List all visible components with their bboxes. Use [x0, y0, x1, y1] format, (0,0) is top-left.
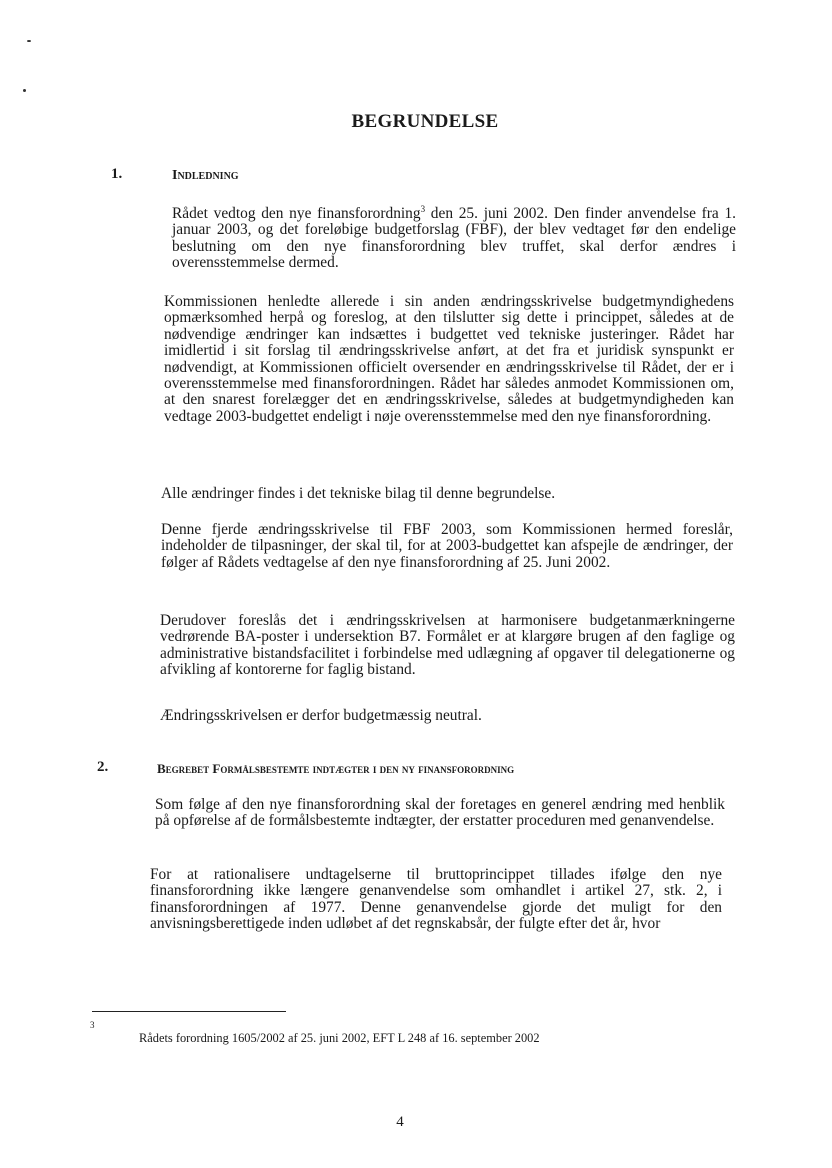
scan-speck [23, 89, 26, 92]
paragraph [172, 203, 736, 272]
paragraph: Ændringsskrivelsen er derfor budgetmæssig neutral. [160, 707, 482, 724]
section-title: Indledning [172, 168, 239, 183]
paragraph: Som følge af den nye finansforordning skal der foretages en generel ændring med henblik på opførelse af de formålsbestemte indtægter, der erstatter proceduren med genanvendelse. [155, 796, 725, 830]
section-title: Begrebet Formålsbestemte indtægter i den ny finansforordning [157, 761, 515, 776]
section-number: 1. [111, 166, 123, 182]
paragraph: Alle ændringer findes i det tekniske bilag til denne begrundelse. [161, 485, 556, 502]
footnote-text: Rådets forordning 1605/2002 af 25. juni 2002, EFT L 248 af 16. september 2002 [139, 1031, 540, 1045]
paragraph: Denne fjerde ændringsskrivelse til FBF 2003, som Kommissionen hermed foreslår, indeholder de tilpasninger, der skal til, for at 2003-budgettet kan afspejle de ændringer, der følger af Rådets vedtagelse af den nye finansforordning af 25. Juni 2002. [161, 521, 733, 571]
footnote-separator [92, 1011, 286, 1012]
footnote-mark: 3 [90, 1020, 95, 1030]
section-number: 2. [97, 759, 109, 775]
paragraph: For at rationalisere undtagelserne til bruttoprincippet tillades ifølge den nye finansforordning ikke længere genanvendelse som omhandlet i artikel 27, stk. 2, i finansforordningen af 1977. Denne genanvendelse gjorde det muligt for den anvisningsberettigede inden udløbet af det regnskabsår, der fulgte efter det år, hvor [150, 866, 722, 933]
page-number: 4 [396, 1114, 404, 1130]
paragraph-text: Rådet vedtog den nye finansforordning [172, 205, 421, 222]
footnote-reference: 3 [420, 203, 426, 214]
paragraph: Derudover foreslås det i ændringsskrivelsen at harmonisere budgetanmærkningerne vedrørende BA-poster i undersektion B7. Formålet er at klargøre brugen af den faglige og administrative bistandsfacilitet i forbindelse med udlægning af opgaver til delegationerne og afvikling af kontorerne for faglig bistand. [160, 612, 735, 679]
paragraph-text: den 25. juni 2002. Den finder anvendelse fra 1. januar 2003, og det foreløbige budgetforslag (FBF), der blev vedtaget før den endelige beslutning om den nye finansforordning blev truffet, skal derfor ændres i overensstemmelse dermed. [172, 205, 736, 272]
scan-speck [27, 40, 31, 42]
paragraph: Kommissionen henledte allerede i sin anden ændringsskrivelse budgetmyndighedens opmærksomhed herpå og foreslog, at den tilslutter sig dette i princippet, således at de nødvendige ændringer kan indsættes i budgettet ved tekniske justeringer. Rådet har imidlertid i sit forslag til ændringsskrivelse anført, at det fra et juridisk synspunkt er nødvendigt, at Kommissionen officielt oversender en ændringsskrivelse til Rådet, der er i overensstemmelse med finansforordningen. Rådet har således anmodet Kommissionen om, at den snarest forelægger det en ændringsskrivelse, således at budgetmyndigheden kan vedtage 2003-budgettet endeligt i nøje overensstemmelse med den nye finansforordning. [164, 293, 734, 425]
document-title: BEGRUNDELSE [351, 111, 499, 132]
